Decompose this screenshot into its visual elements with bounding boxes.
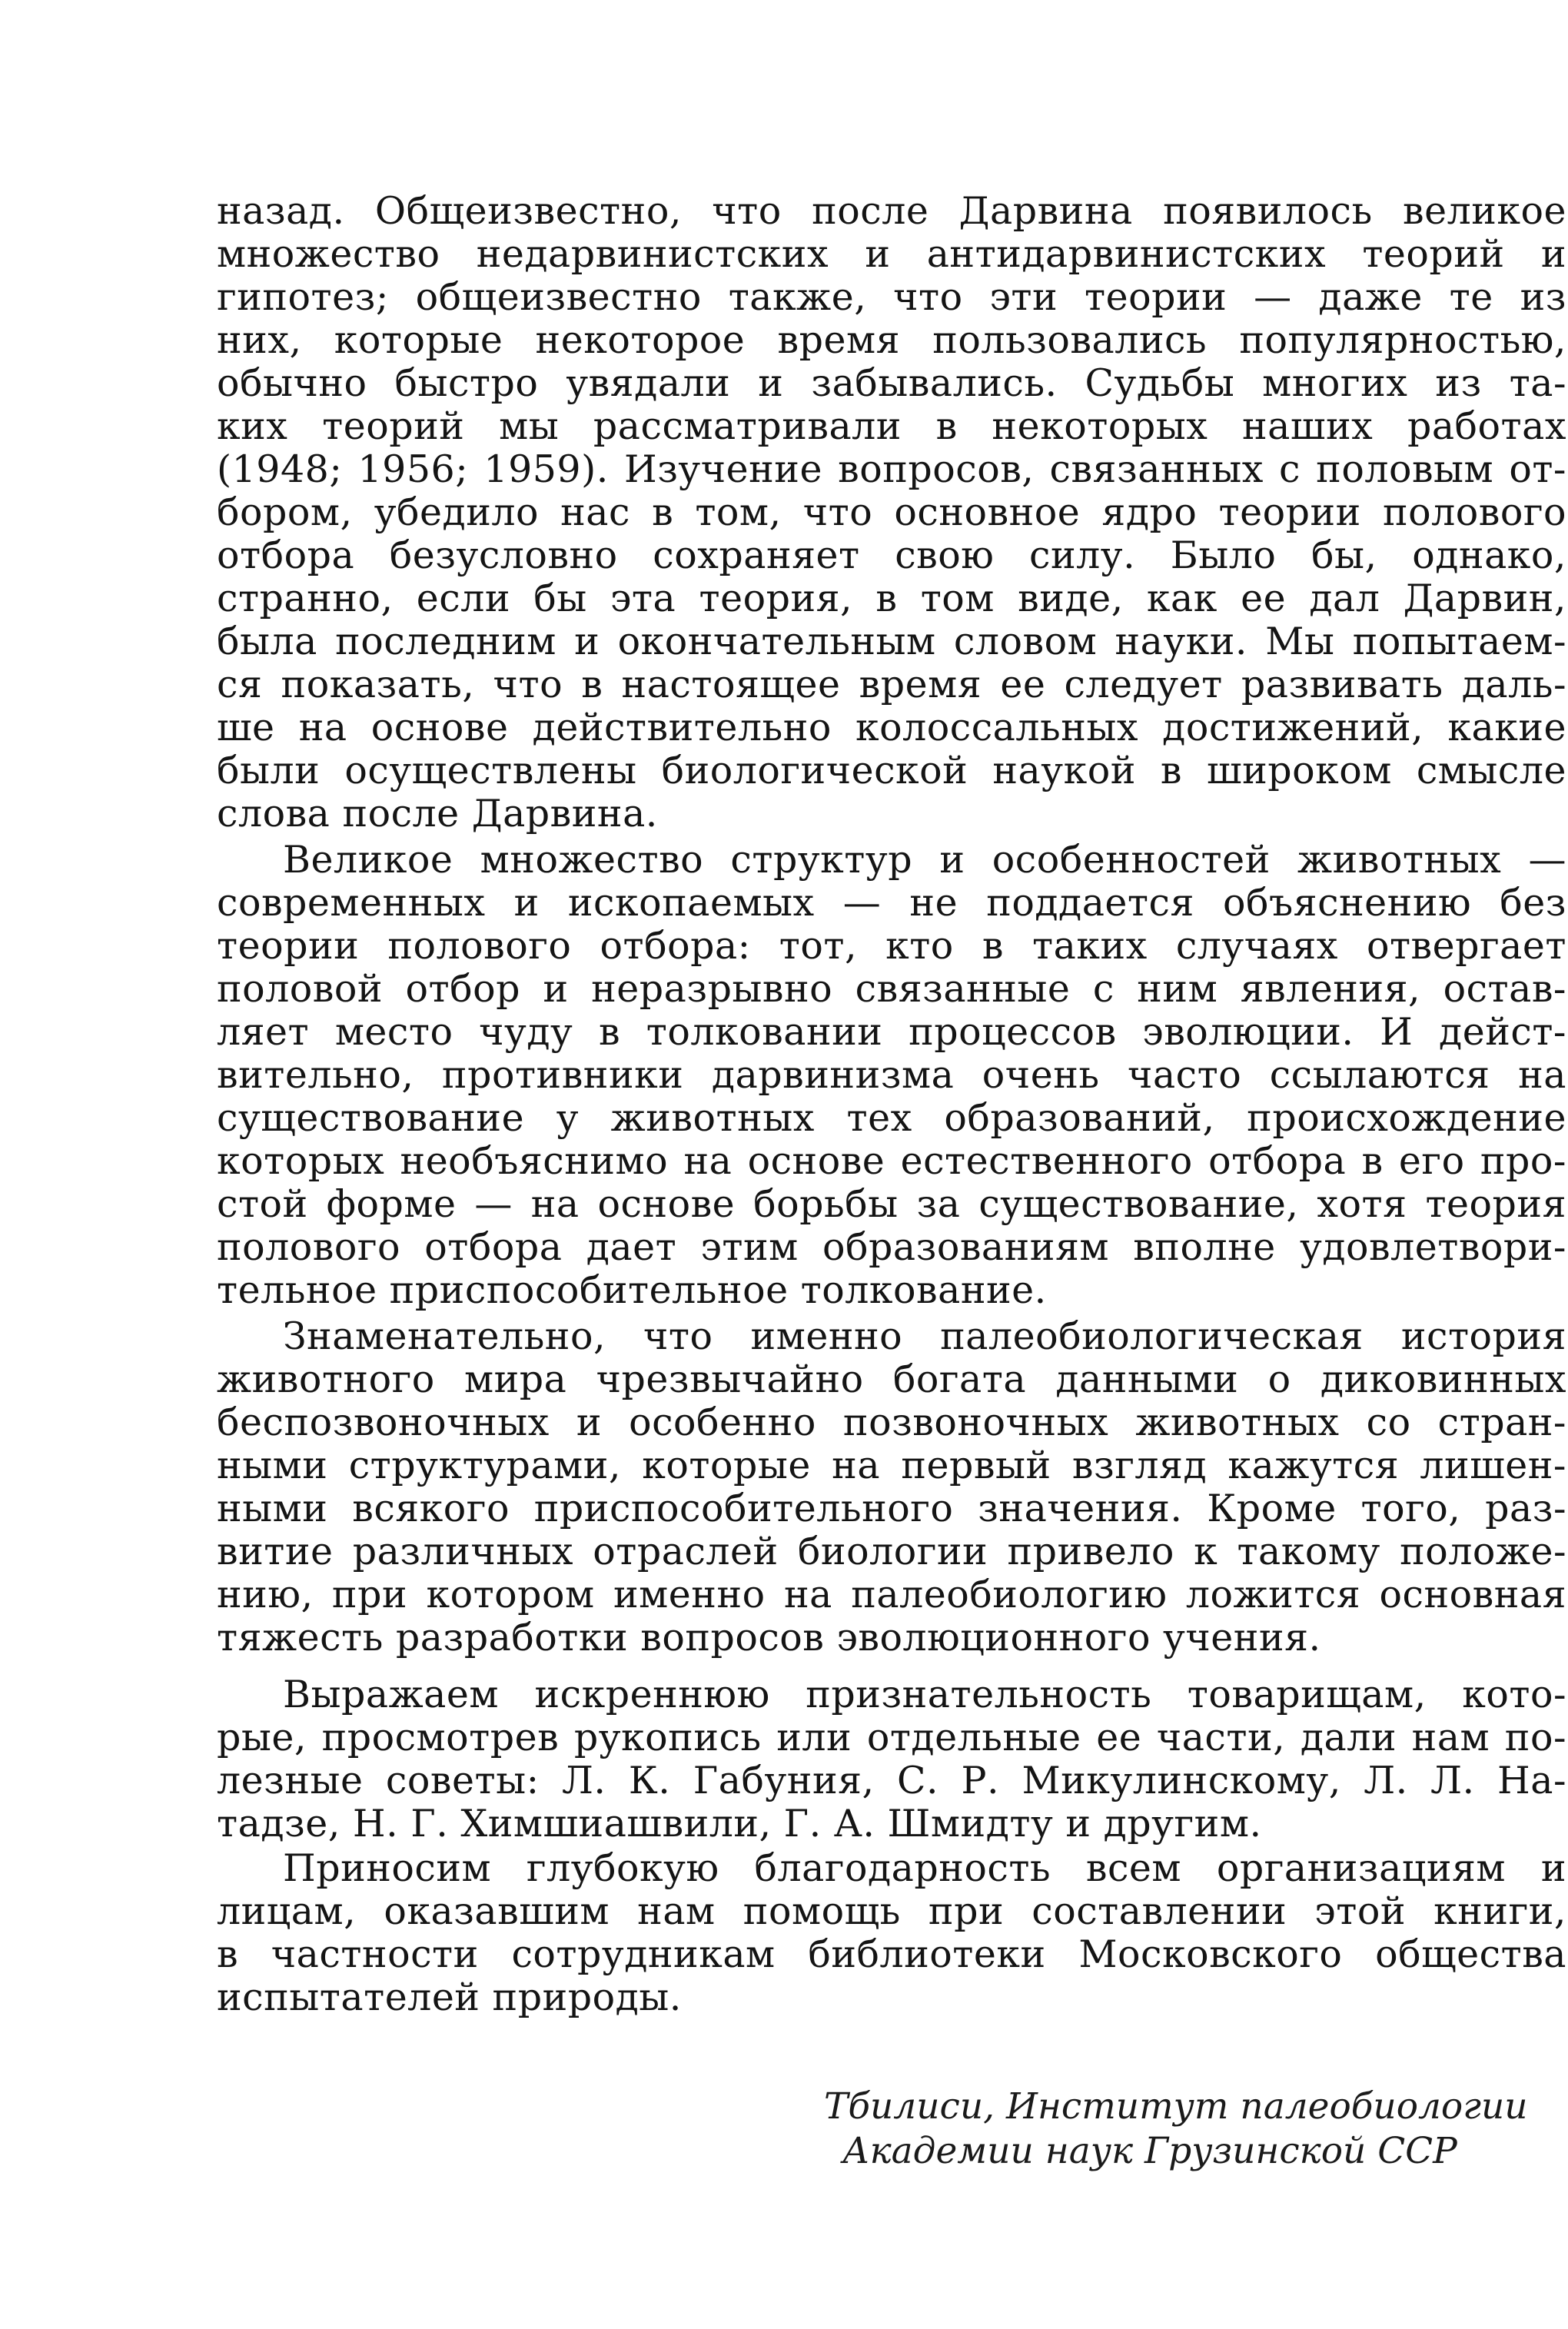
text-line: рые, просмотрев рукопись или отдельные ее части, дали нам по- [217,1716,1566,1759]
text-line: существование у животных тех образований, происхождение [217,1096,1566,1140]
text-line: ными всякого приспособительного значения. Кроме того, раз- [217,1487,1566,1530]
text-line: ше на основе действительно колоссальных достижений, какие [217,706,1566,749]
text-line: обычно быстро увядали и забывались. Судьбы многих из та- [217,361,1566,405]
text-line: нию, при котором именно на палеобиологию ложится основная [217,1573,1566,1616]
text-line: множество недарвинистских и антидарвинистских теорий и [217,232,1566,276]
text-line: ляет место чуду в толковании процессов эволюции. И дейст- [217,1010,1566,1054]
text-line: испытателей природы. [217,1975,682,2019]
text-line: в частности сотрудникам библиотеки Московского общества [217,1932,1566,1976]
text-line: назад. Общеизвестно, что после Дарвина появилось великое [217,189,1566,233]
signature-line: Академии наук Грузинской ССР [842,2130,1457,2172]
text-line: ными структурами, которые на первый взгляд кажутся лишен- [217,1444,1566,1487]
text-line: вительно, противники дарвинизма очень часто ссылаются на [217,1053,1566,1097]
text-line: Великое множество структур и особенностей животных — [283,838,1566,882]
text-line: тяжесть разработки вопросов эволюционного учения. [217,1616,1321,1660]
text-line: тадзе, Н. Г. Химшиашвили, Г. А. Шмидту и другим. [217,1802,1262,1846]
text-line: ких теорий мы рассматривали в некоторых наших работах [217,404,1566,448]
text-line: были осуществлены биологической наукой в широком смысле [217,749,1566,792]
text-line: (1948; 1956; 1959). Изучение вопросов, связанных с половым от- [217,447,1566,491]
text-line: лицам, оказавшим нам помощь при составлении этой книги, [217,1889,1566,1933]
text-line: была последним и окончательным словом науки. Мы попытаем- [217,620,1566,663]
text-line: Приносим глубокую благодарность всем организациям и [283,1846,1566,1890]
text-line: них, которые некоторое время пользовались популярностью, [217,318,1566,362]
text-line: тельное приспособительное толкование. [217,1268,1047,1312]
text-line: витие различных отраслей биологии привело к такому положе- [217,1530,1566,1573]
text-line: половой отбор и неразрывно связанные с ним явления, остав- [217,967,1566,1011]
text-line: отбора безусловно сохраняет свою силу. Было бы, однако, [217,533,1566,577]
text-line: Знаменательно, что именно палеобиологическая история [283,1314,1566,1358]
text-line: животного мира чрезвычайно богата данными о диковинных [217,1357,1566,1401]
text-line: беспозвоночных и особенно позвоночных животных со стран- [217,1400,1566,1444]
text-line: которых необъяснимо на основе естественного отбора в его про- [217,1139,1566,1183]
text-line: лезные советы: Л. К. Габуния, С. Р. Микулинскому, Л. Л. На- [217,1759,1566,1802]
text-line: слова после Дарвина. [217,792,658,836]
text-line: бором, убедило нас в том, что основное ядро теории полового [217,490,1566,534]
text-line: ся показать, что в настоящее время ее следует развивать даль- [217,663,1566,706]
text-line: современных и ископаемых — не поддается объяснению без [217,881,1566,925]
text-line: странно, если бы эта теория, в том виде, как ее дал Дарвин, [217,576,1566,620]
text-line: теории полового отбора: тот, кто в таких случаях отвергает [217,924,1566,968]
signature-line: Тбилиси, Институт палеобиологии [824,2085,1528,2128]
text-line: Выражаем искреннюю признательность товарищам, кото- [283,1673,1566,1716]
text-line: полового отбора дает этим образованиям вполне удовлетвори- [217,1225,1566,1269]
text-line: стой форме — на основе борьбы за существование, хотя теория [217,1182,1566,1226]
text-line: гипотез; общеизвестно также, что эти теории — даже те из [217,275,1566,319]
